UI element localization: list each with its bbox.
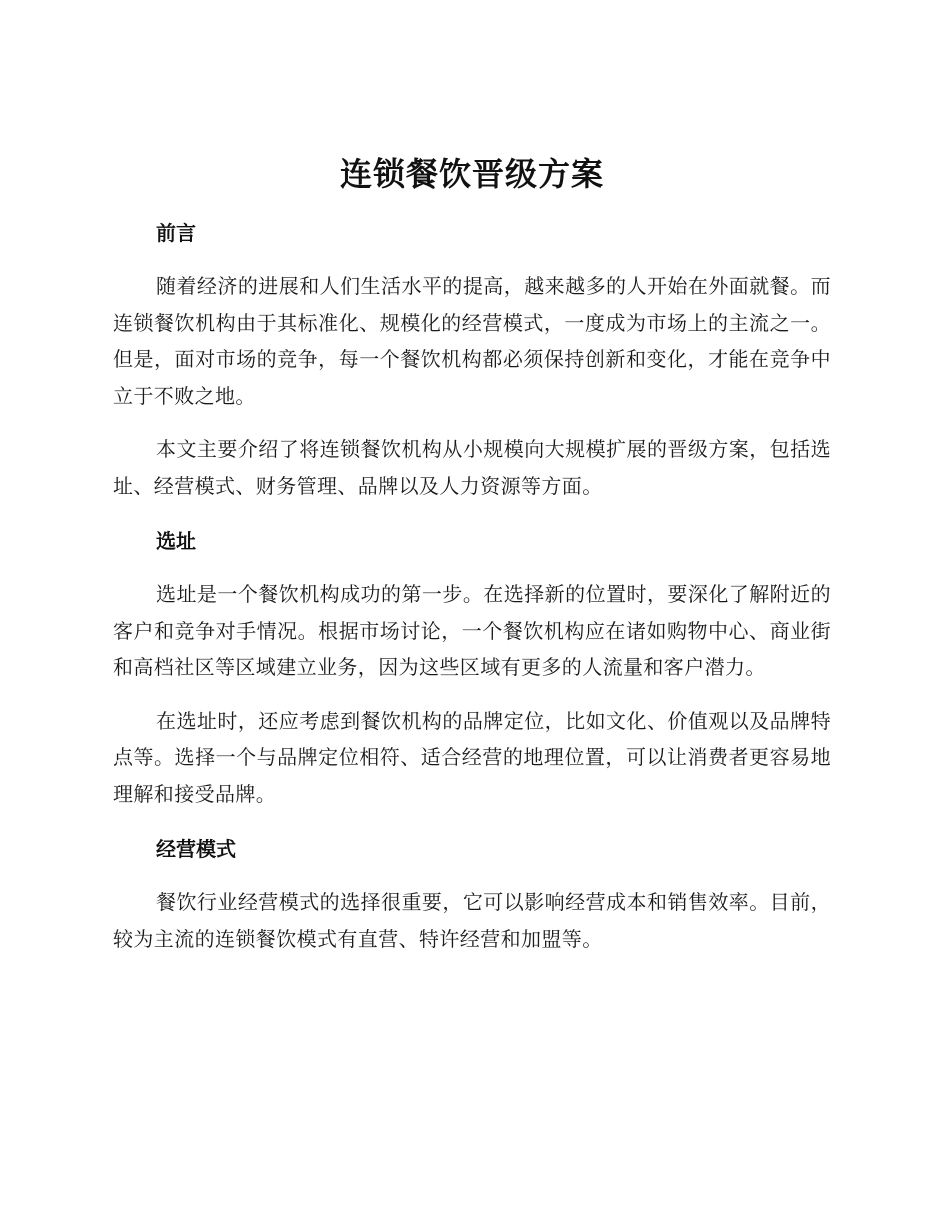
spacer xyxy=(113,686,831,703)
paragraph: 餐饮行业经营模式的选择很重要，它可以影响经营成本和销售效率。目前，较为主流的连锁餐饮模式有直营、特许经营和加盟等。 xyxy=(113,890,831,951)
paragraph: 本文主要介绍了将连锁餐饮机构从小规模向大规模扩展的晋级方案，包括选址、经营模式、财务管理、品牌以及人力资源等方面。 xyxy=(113,437,831,498)
spacer xyxy=(113,251,831,268)
paragraph: 在选址时，还应考虑到餐饮机构的品牌定位，比如文化、价值观以及品牌特点等。选择一个与品牌定位相符、适合经营的地理位置，可以让消费者更容易地理解和接受品牌。 xyxy=(113,708,831,806)
section-heading-site-selection: 选址 xyxy=(156,529,196,553)
section-heading-business-model: 经营模式 xyxy=(156,837,236,861)
spacer xyxy=(113,812,831,831)
document-title: 连锁餐饮晋级方案 xyxy=(339,155,604,193)
section-heading-preface: 前言 xyxy=(156,221,196,245)
spacer xyxy=(113,504,831,523)
paragraph: 选址是一个餐饮机构成功的第一步。在选择新的位置时，要深化了解附近的客户和竞争对手情况。根据市场讨论，一个餐饮机构应在诸如购物中心、商业街和高档社区等区域建立业务，因为这些区域有更多的人流量和客户潜力。 xyxy=(113,582,831,679)
spacer xyxy=(113,559,831,576)
spacer xyxy=(113,867,831,884)
spacer xyxy=(113,200,831,215)
paragraph: 随着经济的进展和人们生活水平的提高，越来越多的人开始在外面就餐。而连锁餐饮机构由于其标准化、规模化的经营模式，一度成为市场上的主流之一。但是，面对市场的竞争，每一个餐饮机构都必须保持创新和变化，才能在竞争中立于不败之地。 xyxy=(113,274,831,408)
document-content xyxy=(113,148,831,957)
spacer xyxy=(113,414,831,431)
